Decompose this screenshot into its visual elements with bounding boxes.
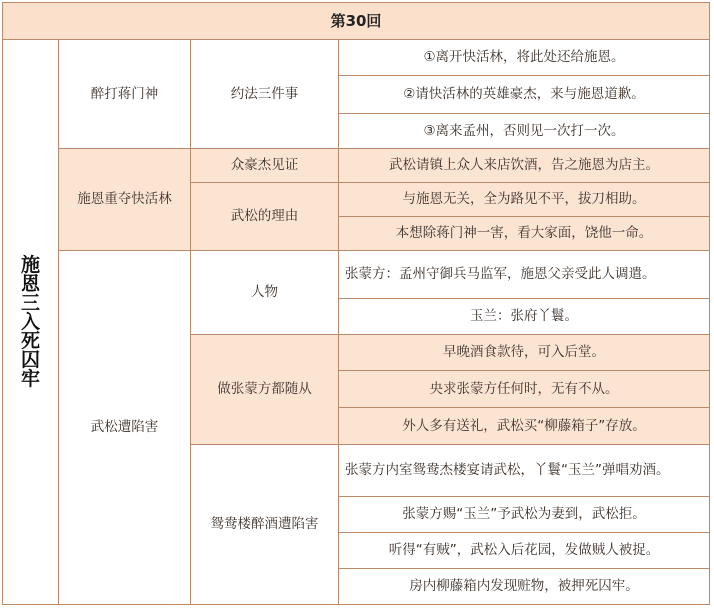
root-topic-text: 施恩三入死囚牢 [20,253,40,390]
leaf-item: 张蒙方内室鸳鸯杰楼宴请武松，丫鬟“玉兰”弹唱劝酒。 [339,445,710,497]
table-row [3,40,710,76]
table-row [3,149,710,183]
subtopic-label: 鸳鸯楼醉酒遭陷害 [191,445,339,605]
leaf-item: 张蒙方赐“玉兰”予武松为妻到，武松拒。 [339,497,710,533]
subtopic-label: 约法三件事 [191,40,339,149]
leaf-item: 外人多有送礼，武松买“柳藤箱子”存放。 [339,408,710,445]
leaf-item: 张蒙方：孟州守御兵马监军，施恩父亲受此人调遣。 [339,251,710,299]
subtopic-label: 做张蒙方都随从 [191,335,339,445]
outline-table [2,2,710,605]
subtopic-label: 人物 [191,251,339,335]
root-topic [3,40,59,605]
subtopic-label: 众豪杰见证 [191,149,339,183]
leaf-item: 听得“有贼”，武松入后花园，发做贼人被捉。 [339,533,710,569]
leaf-item: 武松请镇上众人来店饮酒，告之施恩为店主。 [339,149,710,183]
title-row [3,3,710,40]
section-label: 武松遭陷害 [59,251,191,605]
leaf-item: ③离来孟州，否则见一次打一次。 [339,114,710,149]
leaf-item: 玉兰：张府丫鬟。 [339,299,710,335]
leaf-item: ①离开快活林，将此处还给施恩。 [339,40,710,76]
chapter-title: 第30回 [3,3,710,40]
leaf-item: 与施恩无关，全为路见不平，拔刀相助。 [339,183,710,217]
leaf-item: 本想除蒋门神一害，看大家面，饶他一命。 [339,217,710,251]
section-label: 醉打蒋门神 [59,40,191,149]
table-row [3,251,710,299]
leaf-item: 央求张蒙方任何时，无有不从。 [339,371,710,408]
section-label: 施恩重夺快活林 [59,149,191,251]
leaf-item: 房内柳藤箱内发现赃物，被押死囚牢。 [339,569,710,605]
subtopic-label: 武松的理由 [191,183,339,251]
leaf-item: ②请快活林的英雄豪杰，来与施恩道歉。 [339,76,710,114]
leaf-item: 早晚酒食款待，可入后堂。 [339,335,710,371]
